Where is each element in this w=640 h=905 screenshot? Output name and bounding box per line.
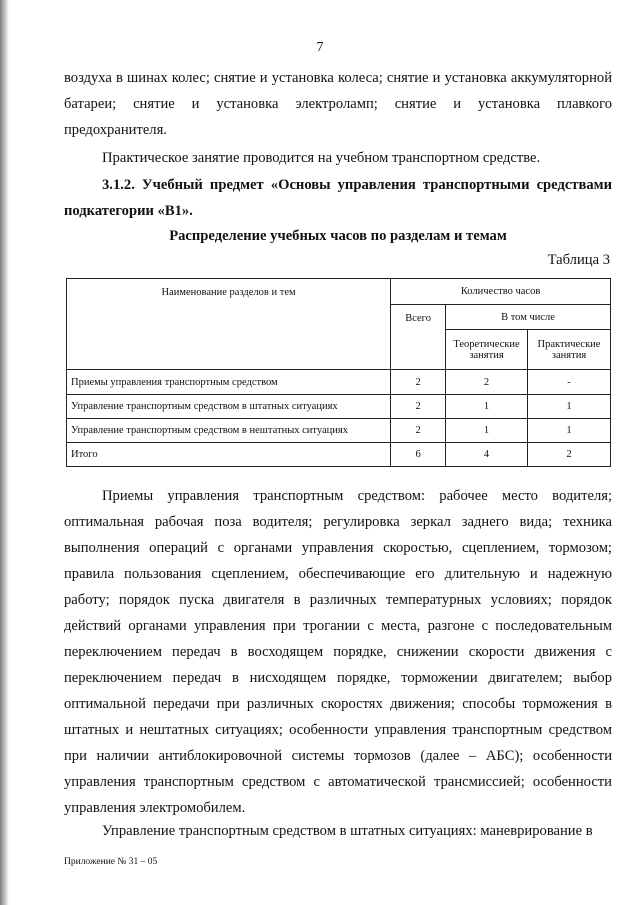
section-heading: 3.1.2. Учебный предмет «Основы управления транспортными средствами подкатегории «В1». (64, 177, 612, 219)
scan-edge-shadow (0, 0, 9, 905)
body-paragraph: Приемы управления транспортным средством: рабочее место водителя; оптимальная рабочая поза водителя; регулировка зеркал заднего вида; техника выполнения операций с органами управления скоростью, сцеплением, тормозом; правила пользования сцеплением, обеспечивающие его длительную и надежную работу; порядок пуска двигателя в различных температурных условиях; порядок действий органами управления при трогании с места, разгоне с последовательным переключением передач в восходящем порядке, снижении скорости движения с переключением передач в нисходящем порядке, торможении двигателем; выбор оптимальной передачи при различных скоростях движения; способы торможения в штатных и нештатных ситуациях; особенности управления транспортным средством при наличии антиблокировочной системы тормозов (далее – АБС); особенности управления транспортным средством с автоматической трансмиссией; особенности управления электромобилем. (64, 488, 612, 816)
row-theory: 1 (446, 395, 528, 419)
header-hours: Количество часов (391, 279, 611, 305)
page-footer: Приложение № 31 – 05 (64, 857, 158, 867)
table-label: Таблица 3 (547, 252, 610, 268)
header-theory: Теоретические занятия (446, 330, 528, 370)
intro-paragraph: воздуха в шинах колес; снятие и установка колеса; снятие и установка аккумуляторной батареи; снятие и установка электроламп; снятие и установка плавкого предохранителя. (64, 70, 612, 138)
row-total: 2 (391, 419, 446, 443)
page-number: 7 (316, 40, 324, 55)
total-row-name: Итого (67, 443, 391, 467)
row-total: 2 (391, 370, 446, 395)
row-theory: 1 (446, 419, 528, 443)
header-total: Всего (391, 305, 446, 370)
row-name: Управление транспортным средством в нештатных ситуациях (67, 419, 391, 443)
last-paragraph: Управление транспортным средством в штатных ситуациях: маневрирование в (102, 823, 593, 839)
total-row-theory: 4 (446, 443, 528, 467)
row-practice: 1 (528, 419, 611, 443)
header-name: Наименование разделов и тем (67, 279, 391, 370)
hours-table (66, 278, 611, 467)
row-total: 2 (391, 395, 446, 419)
header-including: В том числе (446, 305, 611, 330)
row-name: Управление транспортным средством в штатных ситуациях (67, 395, 391, 419)
row-theory: 2 (446, 370, 528, 395)
row-name: Приемы управления транспортным средством (67, 370, 391, 395)
row-practice: 1 (528, 395, 611, 419)
row-practice: - (528, 370, 611, 395)
header-practice: Практические занятия (528, 330, 611, 370)
table-title: Распределение учебных часов по разделам и темам (169, 228, 507, 244)
total-row-practice: 2 (528, 443, 611, 467)
practical-note: Практическое занятие проводится на учебном транспортном средстве. (102, 150, 541, 166)
total-row-total: 6 (391, 443, 446, 467)
